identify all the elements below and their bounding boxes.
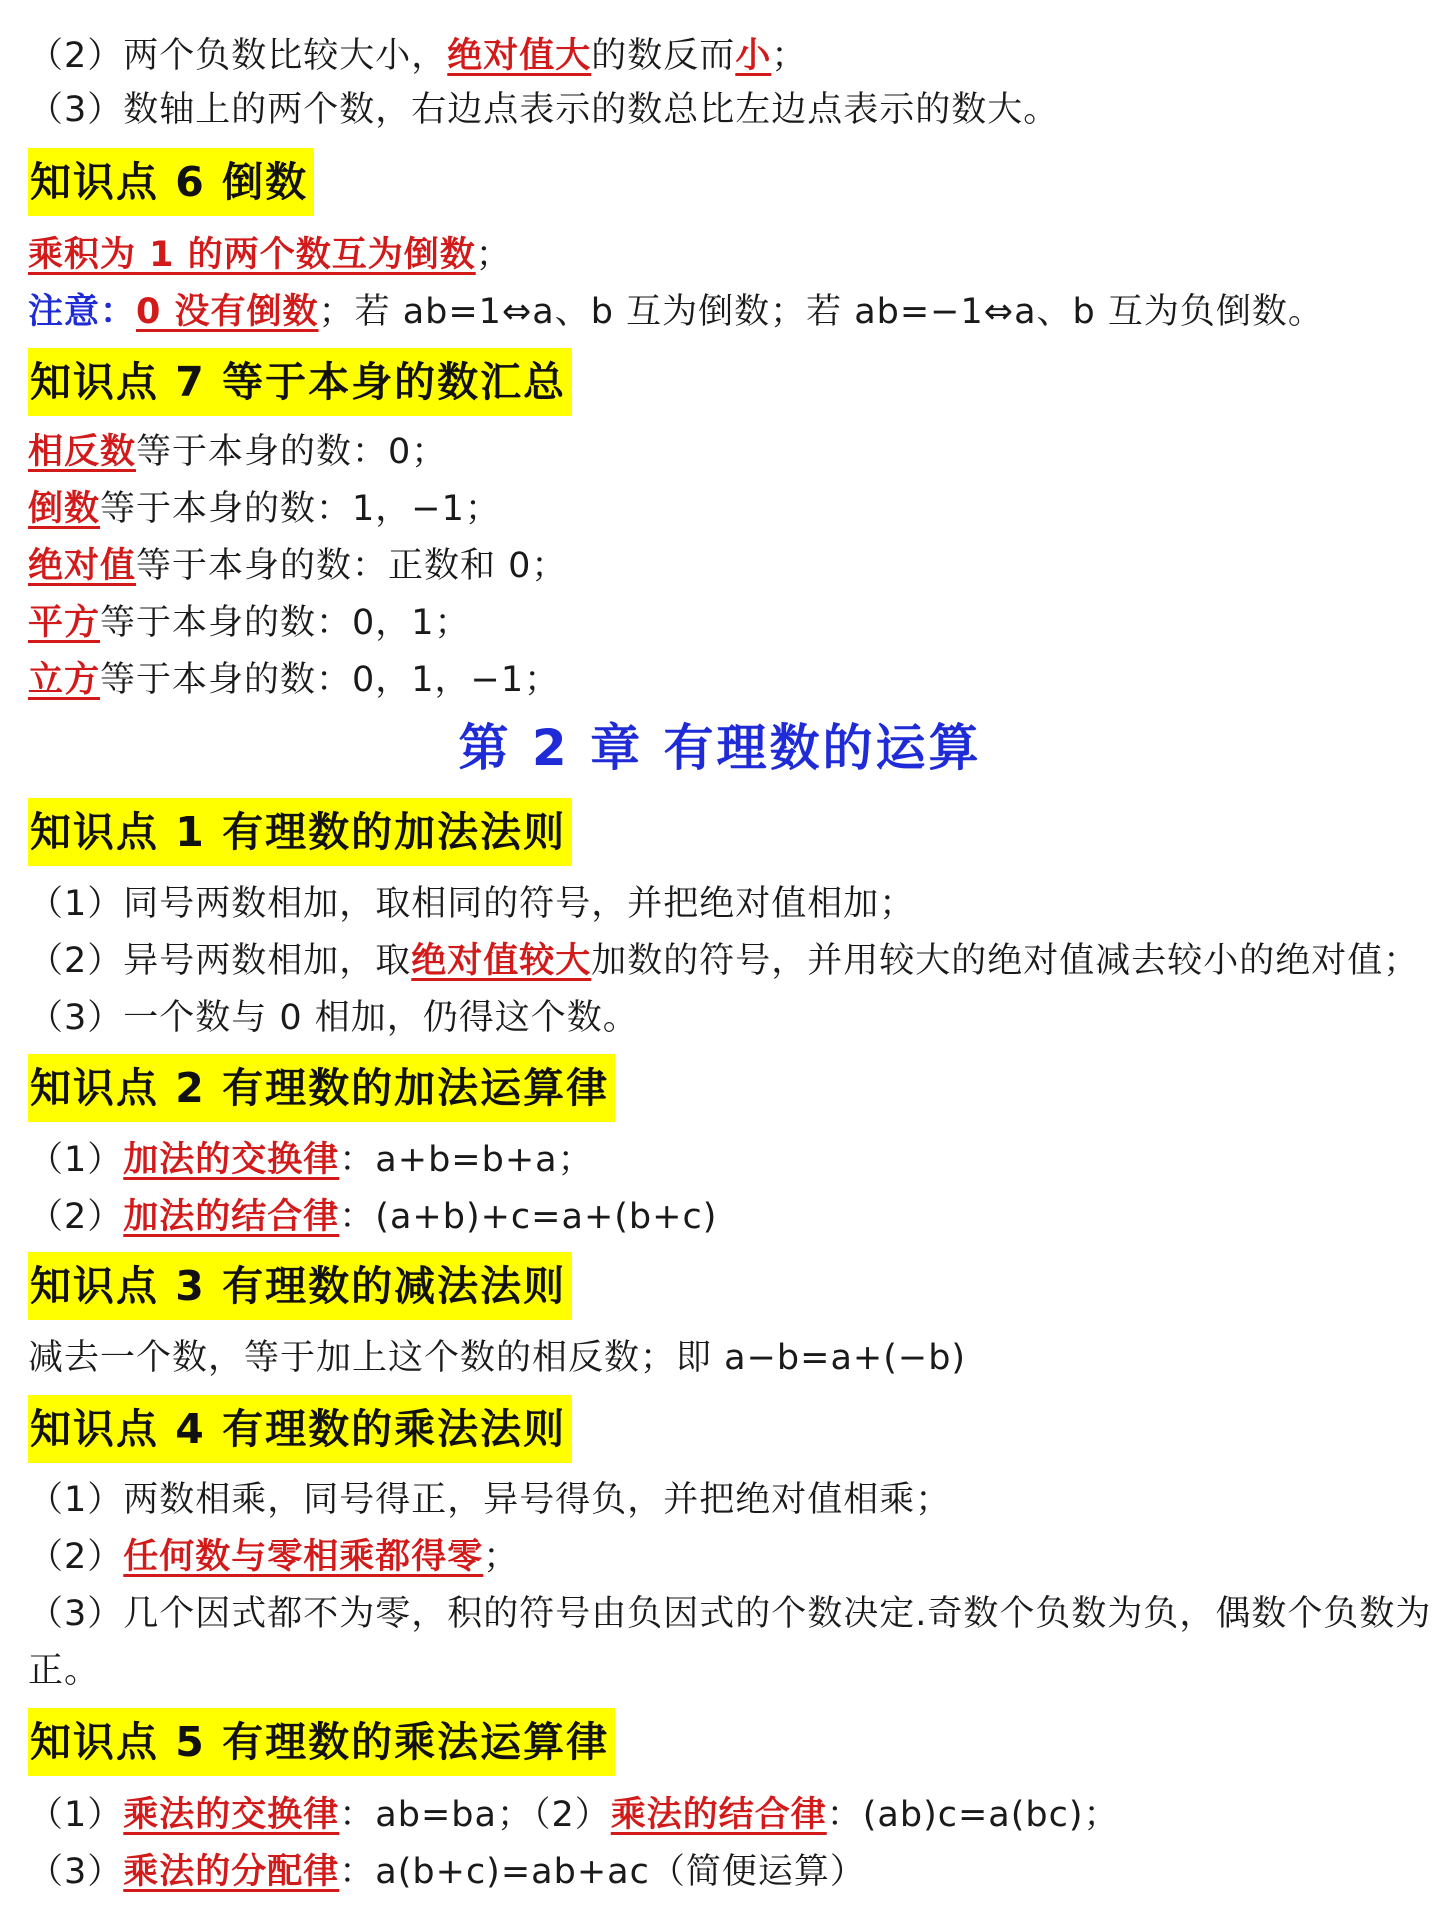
text-segment: （2）两个负数比较大小，: [28, 36, 448, 76]
text-line-l7: [28, 544, 567, 588]
highlighted-term: 乘法的分配律: [123, 1852, 340, 1892]
text-line-l21: [28, 1850, 866, 1894]
text-line-l15: [28, 1336, 966, 1380]
highlighted-term: 立方: [28, 660, 101, 700]
text-line-l19: [28, 1649, 100, 1693]
note-label: 注意：: [28, 292, 137, 332]
text-line-l6: [28, 487, 501, 531]
text-segment: 的数反而: [591, 36, 736, 76]
text-line-l1: [28, 34, 807, 78]
text-line-l3: [28, 233, 512, 277]
highlighted-term: 乘法的结合律: [610, 1795, 827, 1835]
text-segment: 正。: [28, 1651, 101, 1691]
section-heading-h25: 知识点 5 有理数的乘法运算律: [28, 1708, 615, 1776]
text-segment: （3）几个因式都不为零，积的符号由负因式的个数决定.奇数个负数为负，偶数个负数为: [28, 1594, 1432, 1634]
text-line-l17: [28, 1535, 519, 1579]
section-heading-h21: 知识点 1 有理数的加法法则: [28, 798, 572, 866]
chapter-title: 第 2 章 有理数的运算: [458, 719, 982, 777]
text-line-l5: [28, 430, 447, 474]
text-segment: ：(a+b)+c=a+(b+c): [339, 1197, 718, 1237]
text-segment: 减去一个数，等于加上这个数的相反数；即 a−b=a+(−b): [28, 1338, 967, 1378]
text-segment: （2）: [28, 1197, 124, 1237]
highlighted-term: 平方: [28, 603, 101, 643]
text-segment: （1）同号两数相加，取相同的符号，并把绝对值相加；: [28, 884, 916, 924]
highlighted-term: 绝对值大: [447, 36, 592, 76]
highlighted-term: 乘积为 1 的两个数互为倒数: [28, 235, 476, 275]
highlighted-term: 倒数: [28, 489, 101, 529]
text-segment: ：ab=ba；（2）: [339, 1795, 611, 1835]
text-line-l8: [28, 601, 471, 645]
highlighted-term: 相反数: [28, 432, 137, 472]
section-heading-h23: 知识点 3 有理数的减法法则: [28, 1252, 572, 1320]
text-line-l11: [28, 939, 1419, 983]
text-segment: 等于本身的数：0；: [136, 432, 448, 472]
text-line-l14: [28, 1195, 717, 1239]
highlighted-term: 加法的交换律: [123, 1140, 340, 1180]
highlighted-term: 小: [735, 36, 772, 76]
text-line-l4: [28, 290, 1324, 334]
text-segment: 等于本身的数：1，−1；: [100, 489, 501, 529]
text-line-l10: [28, 882, 915, 926]
text-line-l16: [28, 1478, 951, 1522]
text-segment: （2）: [28, 1537, 124, 1577]
text-segment: （3）: [28, 1852, 124, 1892]
text-segment: 等于本身的数：0，1，−1；: [100, 660, 561, 700]
text-line-l9: [28, 658, 560, 702]
text-segment: （3）一个数与 0 相加，仍得这个数。: [28, 998, 639, 1038]
text-segment: 加数的符号，并用较大的绝对值减去较小的绝对值；: [591, 941, 1420, 981]
text-line-l18: [28, 1592, 1431, 1636]
section-heading-h24: 知识点 4 有理数的乘法法则: [28, 1395, 572, 1463]
highlighted-term: 0 没有倒数: [136, 292, 319, 332]
text-line-l20: [28, 1793, 1120, 1837]
highlighted-term: 绝对值: [28, 546, 137, 586]
section-heading-h7: 知识点 7 等于本身的数汇总: [28, 348, 572, 416]
text-segment: ；若 ab=1⇔a、b 互为倒数；若 ab=−1⇔a、b 互为负倒数。: [318, 292, 1324, 332]
text-segment: ；: [483, 1537, 520, 1577]
text-segment: ；: [771, 36, 808, 76]
highlighted-term: 绝对值较大: [411, 941, 592, 981]
highlighted-term: 任何数与零相乘都得零: [123, 1537, 484, 1577]
text-segment: （1）: [28, 1140, 124, 1180]
text-segment: （1）两数相乘，同号得正，异号得负，并把绝对值相乘；: [28, 1480, 952, 1520]
text-line-l12: [28, 996, 639, 1040]
section-heading-h6: 知识点 6 倒数: [28, 148, 314, 216]
text-segment: 等于本身的数：正数和 0；: [136, 546, 568, 586]
text-segment: ；: [475, 235, 512, 275]
text-line-l13: [28, 1138, 594, 1182]
text-segment: ：(ab)c=a(bc)；: [826, 1795, 1120, 1835]
text-segment: 等于本身的数：0，1；: [100, 603, 471, 643]
text-line-l2: [28, 88, 1059, 132]
highlighted-term: 加法的结合律: [123, 1197, 340, 1237]
text-segment: （2）异号两数相加，取: [28, 941, 412, 981]
text-segment: （1）: [28, 1795, 124, 1835]
text-segment: ：a(b+c)=ab+ac（简便运算）: [339, 1852, 866, 1892]
text-segment: （3）数轴上的两个数，右边点表示的数总比左边点表示的数大。: [28, 90, 1060, 130]
text-segment: ：a+b=b+a；: [339, 1140, 594, 1180]
highlighted-term: 乘法的交换律: [123, 1795, 340, 1835]
section-heading-h22: 知识点 2 有理数的加法运算律: [28, 1054, 615, 1122]
